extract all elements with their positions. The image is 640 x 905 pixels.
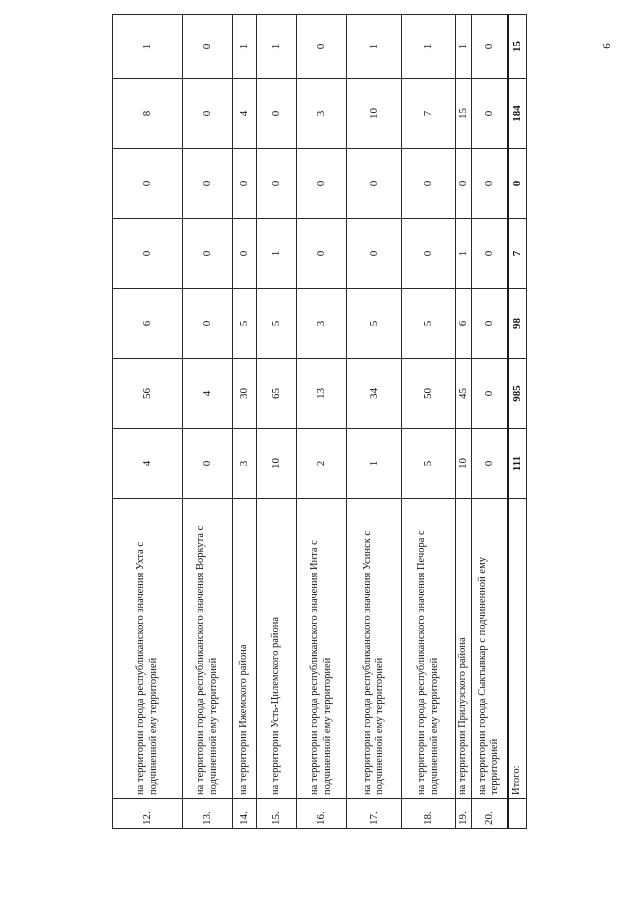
territory-name: на территории города Сыктывкар с подчиненной ему территорией [472, 499, 508, 799]
table-cell: 0 [257, 149, 297, 219]
table-cell: 0 [472, 149, 508, 219]
table-cell: 6 [456, 289, 472, 359]
table-cell: 1 [456, 15, 472, 79]
territory-name: на территории Ижемского района [233, 499, 257, 799]
table-cell: 0 [297, 149, 347, 219]
table-cell: 0 [472, 429, 508, 499]
rotated-table-wrapper [112, 15, 523, 829]
table-cell: 0 [183, 429, 233, 499]
statistics-table [112, 14, 527, 829]
table-row [402, 15, 456, 829]
total-cell: 111 [508, 429, 527, 499]
table-row [257, 15, 297, 829]
table-cell: 1 [257, 219, 297, 289]
table-cell: 1 [347, 15, 402, 79]
table-cell: 1 [233, 15, 257, 79]
row-number: 18. [402, 799, 456, 829]
table-cell: 15 [456, 79, 472, 149]
table-cell: 34 [347, 359, 402, 429]
table-cell: 50 [402, 359, 456, 429]
table-cell: 1 [257, 15, 297, 79]
table-cell: 0 [472, 289, 508, 359]
table-cell: 10 [347, 79, 402, 149]
table-cell: 0 [183, 219, 233, 289]
territory-name: на территории Усть-Цилемского района [257, 499, 297, 799]
table-cell: 4 [113, 429, 183, 499]
table-cell: 0 [233, 149, 257, 219]
table-cell: 4 [233, 79, 257, 149]
table-cell: 10 [257, 429, 297, 499]
total-cell: 98 [508, 289, 527, 359]
table-cell: 1 [456, 219, 472, 289]
table-row [113, 15, 183, 829]
row-number: 14. [233, 799, 257, 829]
table-row [472, 15, 508, 829]
table-cell: 0 [113, 219, 183, 289]
table-row [456, 15, 472, 829]
table-cell: 0 [472, 219, 508, 289]
total-cell: 985 [508, 359, 527, 429]
table-cell: 0 [297, 219, 347, 289]
total-cell: 184 [508, 79, 527, 149]
row-number: 13. [183, 799, 233, 829]
total-label: Итого: [508, 499, 527, 799]
total-row [508, 15, 527, 829]
table-cell: 1 [113, 15, 183, 79]
row-number: 16. [297, 799, 347, 829]
territory-name: на территории города республиканского значения Усинск с подчиненной ему территорией [347, 499, 402, 799]
territory-name: на территории Прилузского района [456, 499, 472, 799]
table-cell: 13 [297, 359, 347, 429]
table-cell: 0 [472, 359, 508, 429]
table-cell: 0 [402, 219, 456, 289]
table-cell: 3 [297, 289, 347, 359]
table-cell: 5 [233, 289, 257, 359]
table-cell: 8 [113, 79, 183, 149]
table-cell: 5 [402, 289, 456, 359]
table-cell: 0 [183, 79, 233, 149]
table-cell: 0 [472, 79, 508, 149]
territory-name: на территории города республиканского значения Печора с подчиненной ему территорией [402, 499, 456, 799]
territory-name: на территории города республиканского значения Ухта с подчиненной ему территорией [113, 499, 183, 799]
row-number: 19. [456, 799, 472, 829]
total-cell: 0 [508, 149, 527, 219]
table-cell: 5 [347, 289, 402, 359]
table-cell: 0 [233, 219, 257, 289]
table-row [297, 15, 347, 829]
table-cell: 1 [347, 429, 402, 499]
table-row [347, 15, 402, 829]
page-number: 9 [599, 43, 612, 49]
table-cell: 7 [402, 79, 456, 149]
table-cell: 10 [456, 429, 472, 499]
table-cell: 56 [113, 359, 183, 429]
total-number-cell [508, 799, 527, 829]
table-cell: 0 [402, 149, 456, 219]
table-cell: 0 [183, 149, 233, 219]
table-cell: 6 [113, 289, 183, 359]
total-cell: 7 [508, 219, 527, 289]
table-cell: 2 [297, 429, 347, 499]
row-number: 20. [472, 799, 508, 829]
table-cell: 1 [402, 15, 456, 79]
table-cell: 30 [233, 359, 257, 429]
table-row [183, 15, 233, 829]
table-cell: 0 [183, 15, 233, 79]
territory-name: на территории города республиканского значения Воркута с подчиненной ему территорией [183, 499, 233, 799]
total-cell: 15 [508, 15, 527, 79]
table-cell: 45 [456, 359, 472, 429]
table-cell: 5 [257, 289, 297, 359]
table-cell: 0 [297, 15, 347, 79]
territory-name: на территории города республиканского значения Инта с подчиненной ему территорией [297, 499, 347, 799]
table-cell: 0 [347, 219, 402, 289]
row-number: 12. [113, 799, 183, 829]
row-number: 17. [347, 799, 402, 829]
table-cell: 0 [183, 289, 233, 359]
table-cell: 4 [183, 359, 233, 429]
table-cell: 0 [472, 15, 508, 79]
table-cell: 0 [257, 79, 297, 149]
table-cell: 5 [402, 429, 456, 499]
table-cell: 0 [347, 149, 402, 219]
table-cell: 3 [297, 79, 347, 149]
table-cell: 0 [113, 149, 183, 219]
row-number: 15. [257, 799, 297, 829]
table-cell: 65 [257, 359, 297, 429]
table-row [233, 15, 257, 829]
table-cell: 0 [456, 149, 472, 219]
table-cell: 3 [233, 429, 257, 499]
